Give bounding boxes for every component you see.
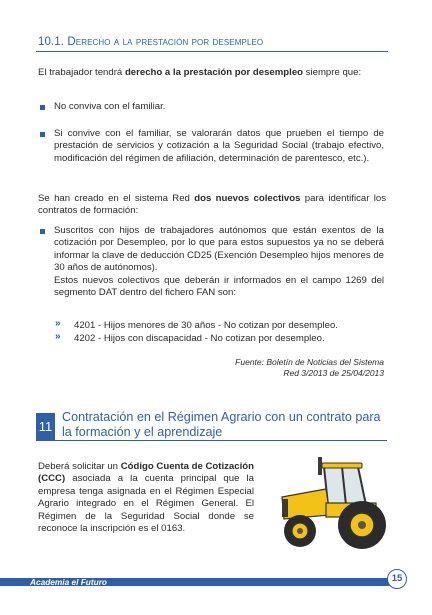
source-citation	[235, 357, 384, 379]
section-11-title: Contratación en el Régimen Agrario con un contrato para la formación y el aprendizaje	[62, 410, 381, 439]
source-line: Red 3/2013 de 25/04/2013	[283, 368, 384, 378]
square-bullet-icon	[40, 105, 45, 110]
collectives-text-start: Se han creado en el sistema Red	[38, 193, 195, 204]
section-title: Derecho a la prestación por desempleo	[67, 36, 264, 48]
heading-divider	[36, 51, 388, 52]
section-number-badge: 11	[36, 413, 55, 440]
condition-item: No conviva con el familiar.	[54, 101, 166, 112]
heading-divider	[36, 440, 387, 441]
intro-bold-text: derecho a la prestación por desempleo	[124, 67, 304, 78]
section-heading	[38, 36, 263, 48]
section-11-paragraph	[38, 461, 254, 535]
s11-bold-text: Código Cuenta de Cotización (CCC)	[38, 461, 254, 485]
collectives-paragraph	[38, 193, 386, 218]
code-item: 4202 - Hijos con discapacidad - No cotizan por desempleo.	[74, 333, 325, 344]
footer-label: Academia el Futuro	[30, 577, 107, 587]
intro-text-end: siempre que:	[303, 67, 362, 78]
collectives-text-end: para identificar los contratos de formación:	[38, 193, 386, 217]
intro-text-start: El trabajador tendrá	[38, 67, 125, 78]
code-item: 4201 - Hijos menores de 30 años - No cotizan por desempleo.	[74, 320, 338, 331]
section-number: 10.1.	[38, 36, 65, 48]
square-bullet-icon	[40, 132, 45, 137]
collectives-bold-text: dos nuevos colectivos	[194, 193, 301, 204]
intro-paragraph	[38, 67, 386, 79]
collectives-bullet-text-continued: Estos nuevos colectivos que deberán ir informados en el campo 1269 del segmento DAT dentro del fichero FAN son:	[54, 275, 384, 299]
double-chevron-icon: »	[55, 318, 61, 329]
s11-text-end: asociada a la cuenta principal que la empresa tenga asignada en el Régimen Especial Agrario integrado en el Régimen General. El Régimen de la Seguridad Social donde se reconoce la inscripción es el 0163.	[38, 473, 254, 535]
square-bullet-icon	[40, 229, 45, 234]
double-chevron-icon: »	[55, 331, 61, 342]
page-number: 15	[387, 569, 407, 589]
condition-item: Si convive con el familiar, se valorarán datos que prueben el tiempo de prestación de servicios y cotización a la Seguridad Social (trabajo efectivo, modificación del régimen de afiliación, determinación de parentesco, etc.).	[54, 128, 384, 164]
tractor-illustration	[274, 455, 398, 551]
collectives-bullet-text: Suscritos con hijos de trabajadores autónomos que están exentos de la cotización por Desempleo, por lo que para estos supuestos ya no se deberá informar la clave de deducción CD25 (Exención Desempleo hijos menores de 30 años de autónomos).	[54, 225, 384, 274]
source-line: Fuente: Boletín de Noticias del Sistema	[235, 357, 384, 367]
s11-text-start: Deberá solicitar un	[38, 461, 121, 472]
